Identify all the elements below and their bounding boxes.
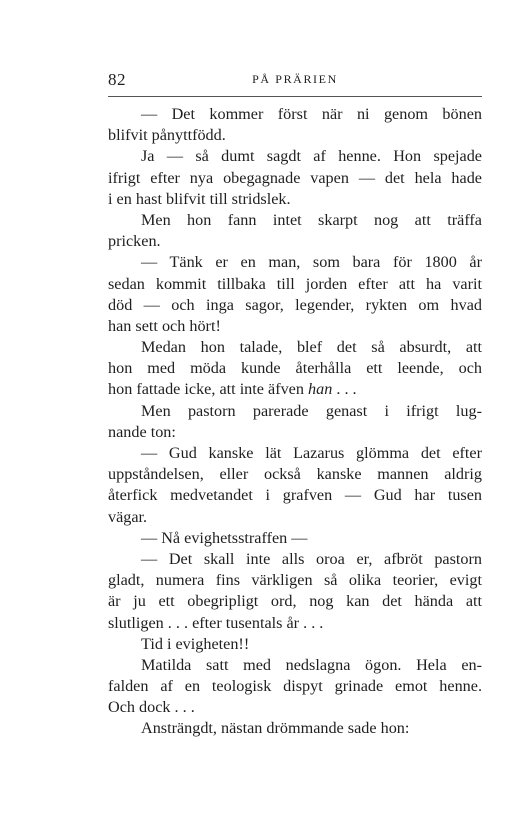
text-line	[108, 252, 482, 273]
text-line	[108, 231, 482, 252]
text-line-content: Matilda satt med nedslagna ögon. Hela en-	[141, 655, 482, 674]
text-line-content: — Det kommer först när ni genom bönen	[141, 105, 482, 123]
text-line	[108, 634, 482, 655]
text-line	[108, 358, 482, 379]
text-line-content: blifvit pånyttfödd.	[108, 126, 226, 145]
text-line-content: hon fattade icke, att inte äfven	[108, 380, 309, 399]
text-line-content: Men pastorn parerade genast i ifrigt lug-	[141, 401, 482, 420]
text-line-content: i en hast blifvit till stridslek.	[108, 189, 291, 208]
text-line	[108, 104, 482, 125]
text-line	[108, 125, 482, 146]
text-line	[108, 718, 482, 739]
text-line-content: är ju ett obegripligt ord, nog kan det hända att	[108, 592, 482, 611]
page-header	[108, 70, 482, 94]
text-line	[108, 210, 482, 231]
text-line-content: — Det skall inte alls oroa er, afbröt pastorn	[141, 549, 482, 568]
text-line-content: Ja — så dumt sagdt af henne. Hon spejade	[141, 147, 482, 166]
text-line	[108, 295, 482, 316]
text-line	[108, 676, 482, 697]
text-line	[108, 570, 482, 591]
text-line	[108, 549, 482, 570]
text-line-content: uppståndelsen, eller också kanske mannen aldrig	[108, 465, 482, 484]
text-line	[108, 697, 482, 718]
header-rule	[108, 96, 482, 97]
text-line	[108, 274, 482, 295]
text-line-content: vägar.	[108, 507, 148, 526]
text-line-content: sedan kommit tillbaka till jorden efter att ha varit	[108, 274, 482, 293]
page-number: 82	[108, 70, 126, 89]
text-line-content: Och dock . . .	[108, 698, 195, 717]
text-line-content: han sett och hört!	[108, 316, 221, 335]
text-line-content: Men hon fann intet skarpt nog att träffa	[141, 210, 482, 229]
text-line	[108, 507, 482, 528]
text-line	[108, 168, 482, 189]
text-line-content: — Gud kanske lät Lazarus glömma det efter	[141, 444, 482, 462]
running-head: PÅ PRÄRIEN	[252, 72, 338, 86]
text-line	[108, 316, 482, 337]
text-line-content: Ansträngdt, nästan drömmande sade hon:	[141, 719, 410, 738]
text-line-content: hon med möda kunde återhålla ett leende, och	[108, 359, 482, 378]
text-line	[108, 146, 482, 167]
text-line-content: Tid i evigheten!!	[141, 634, 250, 653]
text-line-content: återfick medvetandet i grafven — Gud har tusen	[108, 486, 482, 505]
text-line-content: Medan hon talade, blef det så absurdt, att	[141, 338, 482, 357]
text-line-content: slutligen . . . efter tusentals år . . .	[108, 613, 324, 632]
text-line	[108, 422, 482, 443]
text-line-content: nande ton:	[108, 422, 176, 441]
text-line	[108, 401, 482, 422]
text-line-content: död — och inga sagor, legender, rykten om hvad	[108, 295, 482, 314]
text-line	[108, 655, 482, 676]
text-line-content: falden af en teologisk dispyt grinade emot henne.	[108, 677, 482, 696]
text-line	[108, 591, 482, 612]
text-line	[108, 337, 482, 358]
text-line	[108, 379, 482, 400]
text-line-content: gladt, numera fins värkligen så olika teorier, evigt	[108, 571, 482, 590]
text-line-content: ifrigt efter nya obegagnade vapen — det hela hade	[108, 168, 482, 187]
text-line-content: pricken.	[108, 232, 161, 251]
italic-word: han	[308, 380, 333, 399]
body-text	[108, 104, 482, 740]
text-line	[108, 528, 482, 549]
text-line	[108, 464, 482, 485]
text-line	[108, 443, 482, 464]
text-line-content: — Tänk er en man, som bara för 1800 år	[141, 253, 482, 272]
text-line	[108, 485, 482, 506]
text-line	[108, 613, 482, 634]
text-line-content: — Nå evighetsstraffen —	[141, 528, 308, 547]
text-line	[108, 189, 482, 210]
ellipsis: . . .	[332, 380, 357, 399]
